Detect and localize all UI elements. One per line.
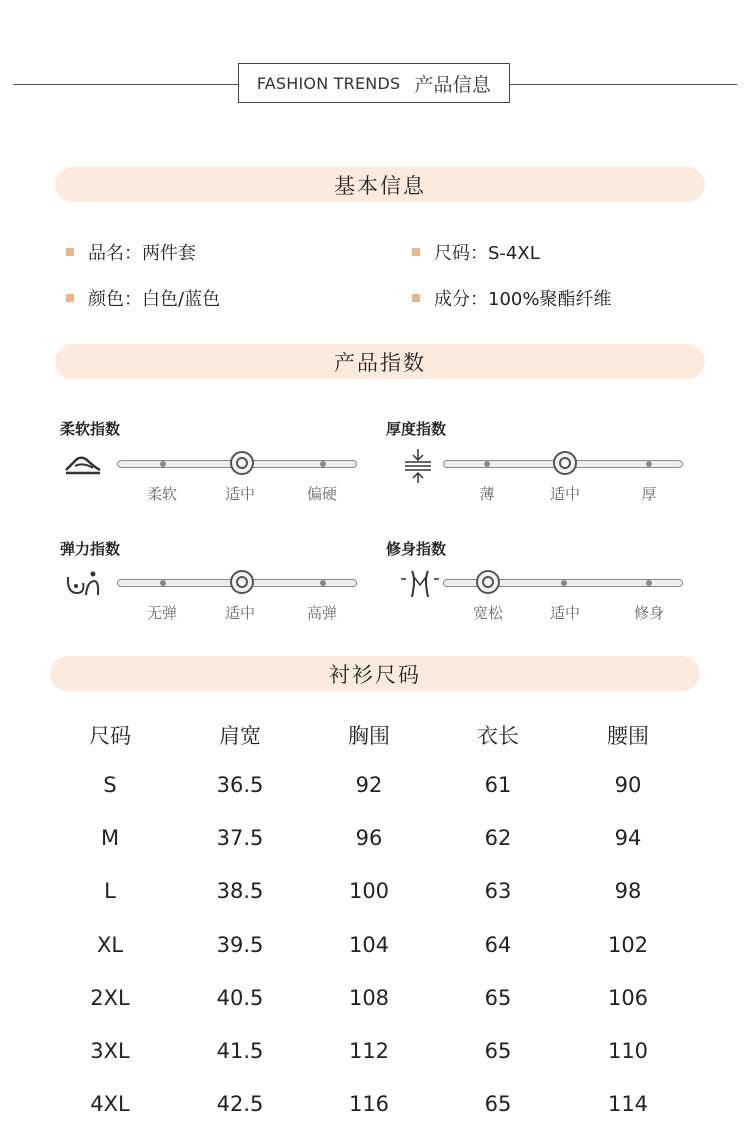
table-cell: 104 <box>348 933 390 957</box>
softness-title: 柔软指数 <box>60 420 121 438</box>
table-cell: XL <box>96 933 124 957</box>
bullet-icon <box>412 248 420 256</box>
table-cell: 65 <box>484 986 512 1010</box>
info-item-color <box>66 285 220 311</box>
table-cell: 114 <box>607 1092 649 1116</box>
table-cell: 38.5 <box>216 879 264 903</box>
table-cell: 90 <box>614 773 642 797</box>
table-cell: 100 <box>348 879 390 903</box>
info-item-material <box>412 285 611 311</box>
thickness-slider-knob <box>553 451 577 475</box>
header-line-right <box>510 84 737 85</box>
fit-label-2: 修身 <box>633 604 665 622</box>
thickness-label-1: 适中 <box>549 485 581 503</box>
table-cell: 65 <box>484 1039 512 1063</box>
thickness-icon <box>403 448 433 484</box>
elasticity-label-0: 无弹 <box>146 604 178 622</box>
fit-label-1: 适中 <box>549 604 581 622</box>
table-cell: 36.5 <box>216 773 264 797</box>
table-header-cell: 胸围 <box>348 724 390 748</box>
table-header-cell: 衣长 <box>477 724 519 748</box>
table-cell: L <box>104 879 116 903</box>
fit-tick-2 <box>646 580 652 586</box>
info-item-size <box>412 239 540 265</box>
fit-icon <box>400 569 440 599</box>
table-cell: M <box>100 826 120 850</box>
info-text: 品名：两件套 <box>88 243 196 264</box>
elasticity-tick-0 <box>160 580 166 586</box>
fit-label-0: 宽松 <box>472 604 504 622</box>
table-cell: 63 <box>484 879 512 903</box>
section-bar-index: 产品指数 <box>55 344 705 379</box>
table-cell: 65 <box>484 1092 512 1116</box>
table-cell: 64 <box>484 933 512 957</box>
table-cell: 42.5 <box>216 1092 264 1116</box>
table-cell: 62 <box>484 826 512 850</box>
table-cell: 106 <box>607 986 649 1010</box>
softness-tick-0 <box>160 461 166 467</box>
softness-label-0: 柔软 <box>146 485 178 503</box>
thickness-label-2: 厚 <box>641 485 657 503</box>
elasticity-icon <box>65 569 101 599</box>
info-item-name <box>66 239 196 265</box>
header-title-box <box>238 63 510 103</box>
softness-slider-knob <box>230 451 254 475</box>
header-title-en: FASHION TRENDS <box>256 73 401 93</box>
bullet-icon <box>66 294 74 302</box>
table-cell: 110 <box>607 1039 649 1063</box>
softness-icon <box>63 452 103 476</box>
table-cell: 37.5 <box>216 826 264 850</box>
elasticity-slider-knob <box>230 570 254 594</box>
table-cell: 96 <box>355 826 383 850</box>
table-cell: 2XL <box>90 986 130 1010</box>
fit-title: 修身指数 <box>386 540 447 558</box>
bullet-icon <box>412 294 420 302</box>
table-cell: 3XL <box>90 1039 130 1063</box>
elasticity-tick-2 <box>320 580 326 586</box>
section-bar-size: 衬衫尺码 <box>50 656 700 691</box>
table-header-cell: 肩宽 <box>219 724 261 748</box>
thickness-title: 厚度指数 <box>386 420 447 438</box>
elasticity-label-1: 适中 <box>224 604 256 622</box>
fit-tick-1 <box>561 580 567 586</box>
info-text: 颜色：白色/蓝色 <box>88 289 221 310</box>
elasticity-title: 弹力指数 <box>60 540 121 558</box>
table-cell: 102 <box>607 933 649 957</box>
thickness-tick-0 <box>484 461 490 467</box>
table-header-cell: 尺码 <box>89 724 131 748</box>
table-cell: 108 <box>348 986 390 1010</box>
table-cell: 116 <box>348 1092 390 1116</box>
info-text: 尺码：S-4XL <box>434 243 540 264</box>
table-cell: 98 <box>614 879 642 903</box>
header-line-left <box>13 84 238 85</box>
table-cell: 40.5 <box>216 986 264 1010</box>
section-bar-basic: 基本信息 <box>55 167 705 202</box>
softness-label-1: 适中 <box>224 485 256 503</box>
softness-label-2: 偏硬 <box>306 485 338 503</box>
thickness-label-0: 薄 <box>479 485 495 503</box>
thickness-tick-2 <box>646 461 652 467</box>
info-text: 成分：100%聚酯纤维 <box>434 289 612 310</box>
table-header-cell: 腰围 <box>607 724 649 748</box>
table-cell: 39.5 <box>216 933 264 957</box>
table-cell: 41.5 <box>216 1039 264 1063</box>
fit-slider-knob <box>476 570 500 594</box>
table-cell: 61 <box>484 773 512 797</box>
table-cell: 94 <box>614 826 642 850</box>
table-cell: S <box>103 773 117 797</box>
header-title-cn: 产品信息 <box>414 73 492 96</box>
softness-tick-2 <box>320 461 326 467</box>
bullet-icon <box>66 248 74 256</box>
table-cell: 112 <box>348 1039 390 1063</box>
elasticity-label-2: 高弹 <box>306 604 338 622</box>
table-cell: 92 <box>355 773 383 797</box>
table-cell: 4XL <box>90 1092 130 1116</box>
